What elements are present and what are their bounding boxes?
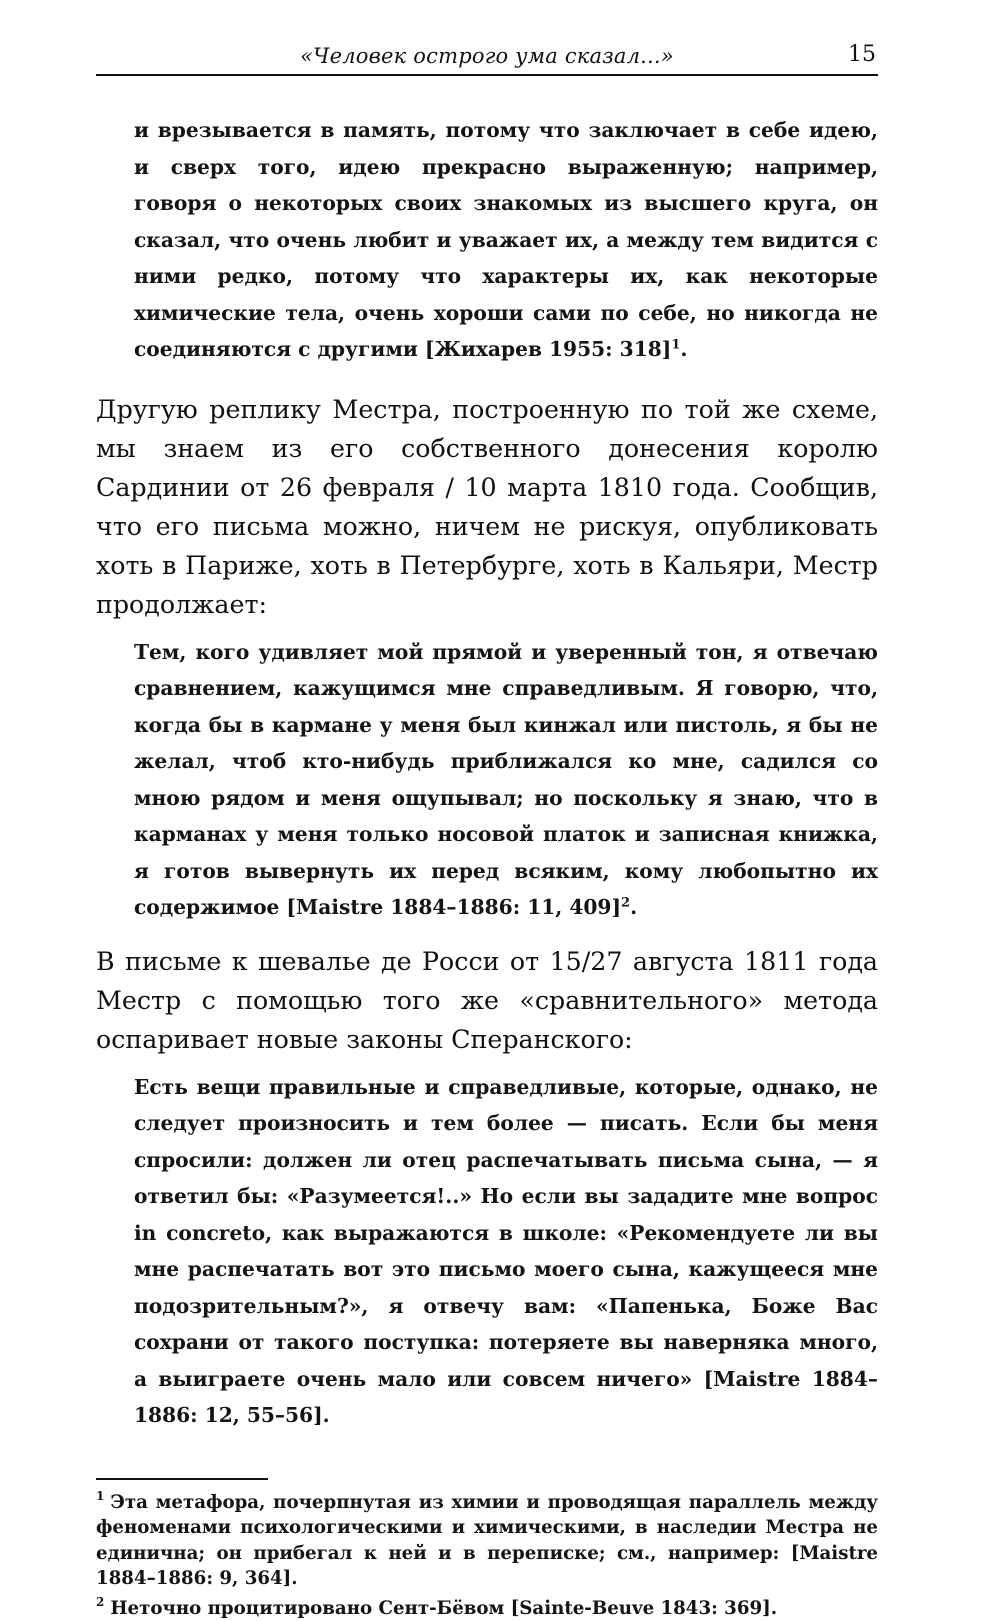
- block-quote-rossi-letter: [134, 1069, 878, 1434]
- footnote-ref: 2: [621, 895, 630, 910]
- footnote-mark: 2: [96, 1595, 104, 1609]
- quote-paragraph: Тем, кого удивляет мой прямой и уверенный тон, я отвечаю сравнением, кажущимся мне справедливым. Я говорю, что, когда бы в кармане у меня был кинжал или пистоль, я бы не желал, чтоб кто-нибудь приближался ко мне, садился со мною рядом и меня ощупывал; но поскольку я знаю, что в карманах у меня только носовой платок и записная книжка, я готов вывернуть их перед всяким, кому любопытно их содержимое [Maistre 1884–1886: 11, 409]$^2$.: [134, 634, 878, 926]
- footnote-text: Эта метафора, почерпнутая из химии и проводящая параллель между феноменами психологическими и химическими, в наследии Местра не единична; он прибегал к ней и в переписке; см., например: [Maistre 1884–1886: 9, 364].: [96, 1492, 878, 1590]
- quote-text: Есть вещи правильные и справедливые, которые, однако, не следует произносить и тем более — писать. Если бы меня спросили: должен ли отец распечатывать письма сына, — я ответил бы: «Разумеется!..» Но если вы зададите мне вопрос in concreto, как выражаются в школе: «Рекомендуете ли вы мне распечатать вот это письмо моего сына, кажущееся мне подозрительным?», я отвечу вам: «Папенька, Боже Вас сохрани от такого поступка: потеряете вы наверняка много, а выиграете очень мало или совсем ничего» [Maistre 1884–1886: 12, 55–56].: [134, 1069, 878, 1434]
- running-header: [96, 36, 878, 76]
- page-number: 15: [848, 42, 876, 67]
- footnote-mark: 1: [96, 1489, 104, 1503]
- footnote: [96, 1490, 878, 1592]
- quote-text: и врезывается в память, потому что заключает в себе идею, и сверх того, идею прекрасно выраженную; например, говоря о некоторых своих знакомых из высшего круга, он сказал, что очень любит и уважает их, а между тем видится с ними редко, потому что характеры их, как некоторые химические тела, очень хороши сами по себе, но никогда не соединяются с другими [Жихарев 1955: 318]: [134, 118, 878, 361]
- footnote: [96, 1596, 878, 1621]
- footnote-ref: 1: [671, 337, 680, 352]
- footnote-text: Неточно процитировано Сент-Бёвом [Sainte-Beuve 1843: 369].: [110, 1598, 777, 1619]
- block-quote-zhikharev: [134, 112, 878, 368]
- book-page: [96, 36, 878, 1621]
- running-title: «Человек острого ума сказал...»: [96, 44, 878, 68]
- block-quote-maistre-letter: [134, 634, 878, 926]
- footnotes: [96, 1490, 878, 1621]
- quote-text: Тем, кого удивляет мой прямой и уверенный тон, я отвечаю сравнением, кажущимся мне справедливым. Я говорю, что, когда бы в кармане у меня был кинжал или пистоль, я бы не желал, чтоб кто-нибудь приближался ко мне, садился со мною рядом и меня ощупывал; но поскольку я знаю, что в карманах у меня только носовой платок и записная книжка, я готов вывернуть их перед всяким, кому любопытно их содержимое [Maistre 1884–1886: 11, 409]: [134, 640, 878, 920]
- body-paragraph: Другую реплику Местра, построенную по той же схеме, мы знаем из его собственного донесения королю Сардинии от 26 февраля / 10 марта 1810 года. Сообщив, что его письма можно, ничем не рискуя, опубликовать хоть в Париже, хоть в Петербурге, хоть в Кальяри, Местр продолжает:: [96, 390, 878, 624]
- footnote-divider: [96, 1478, 268, 1480]
- quote-paragraph: и врезывается в память, потому что заключает в себе идею, и сверх того, идею прекрасно выраженную; например, говоря о некоторых своих знакомых из высшего круга, он сказал, что очень любит и уважает их, а между тем видится с ними редко, потому что характеры их, как некоторые химические тела, очень хороши сами по себе, но никогда не соединяются с другими [Жихарев 1955: 318]$^1$.: [134, 112, 878, 368]
- body-paragraph: В письме к шевалье де Росси от 15/27 августа 1811 года Местр с помощью того же «сравнительного» метода оспаривает новые законы Сперанского:: [96, 942, 878, 1059]
